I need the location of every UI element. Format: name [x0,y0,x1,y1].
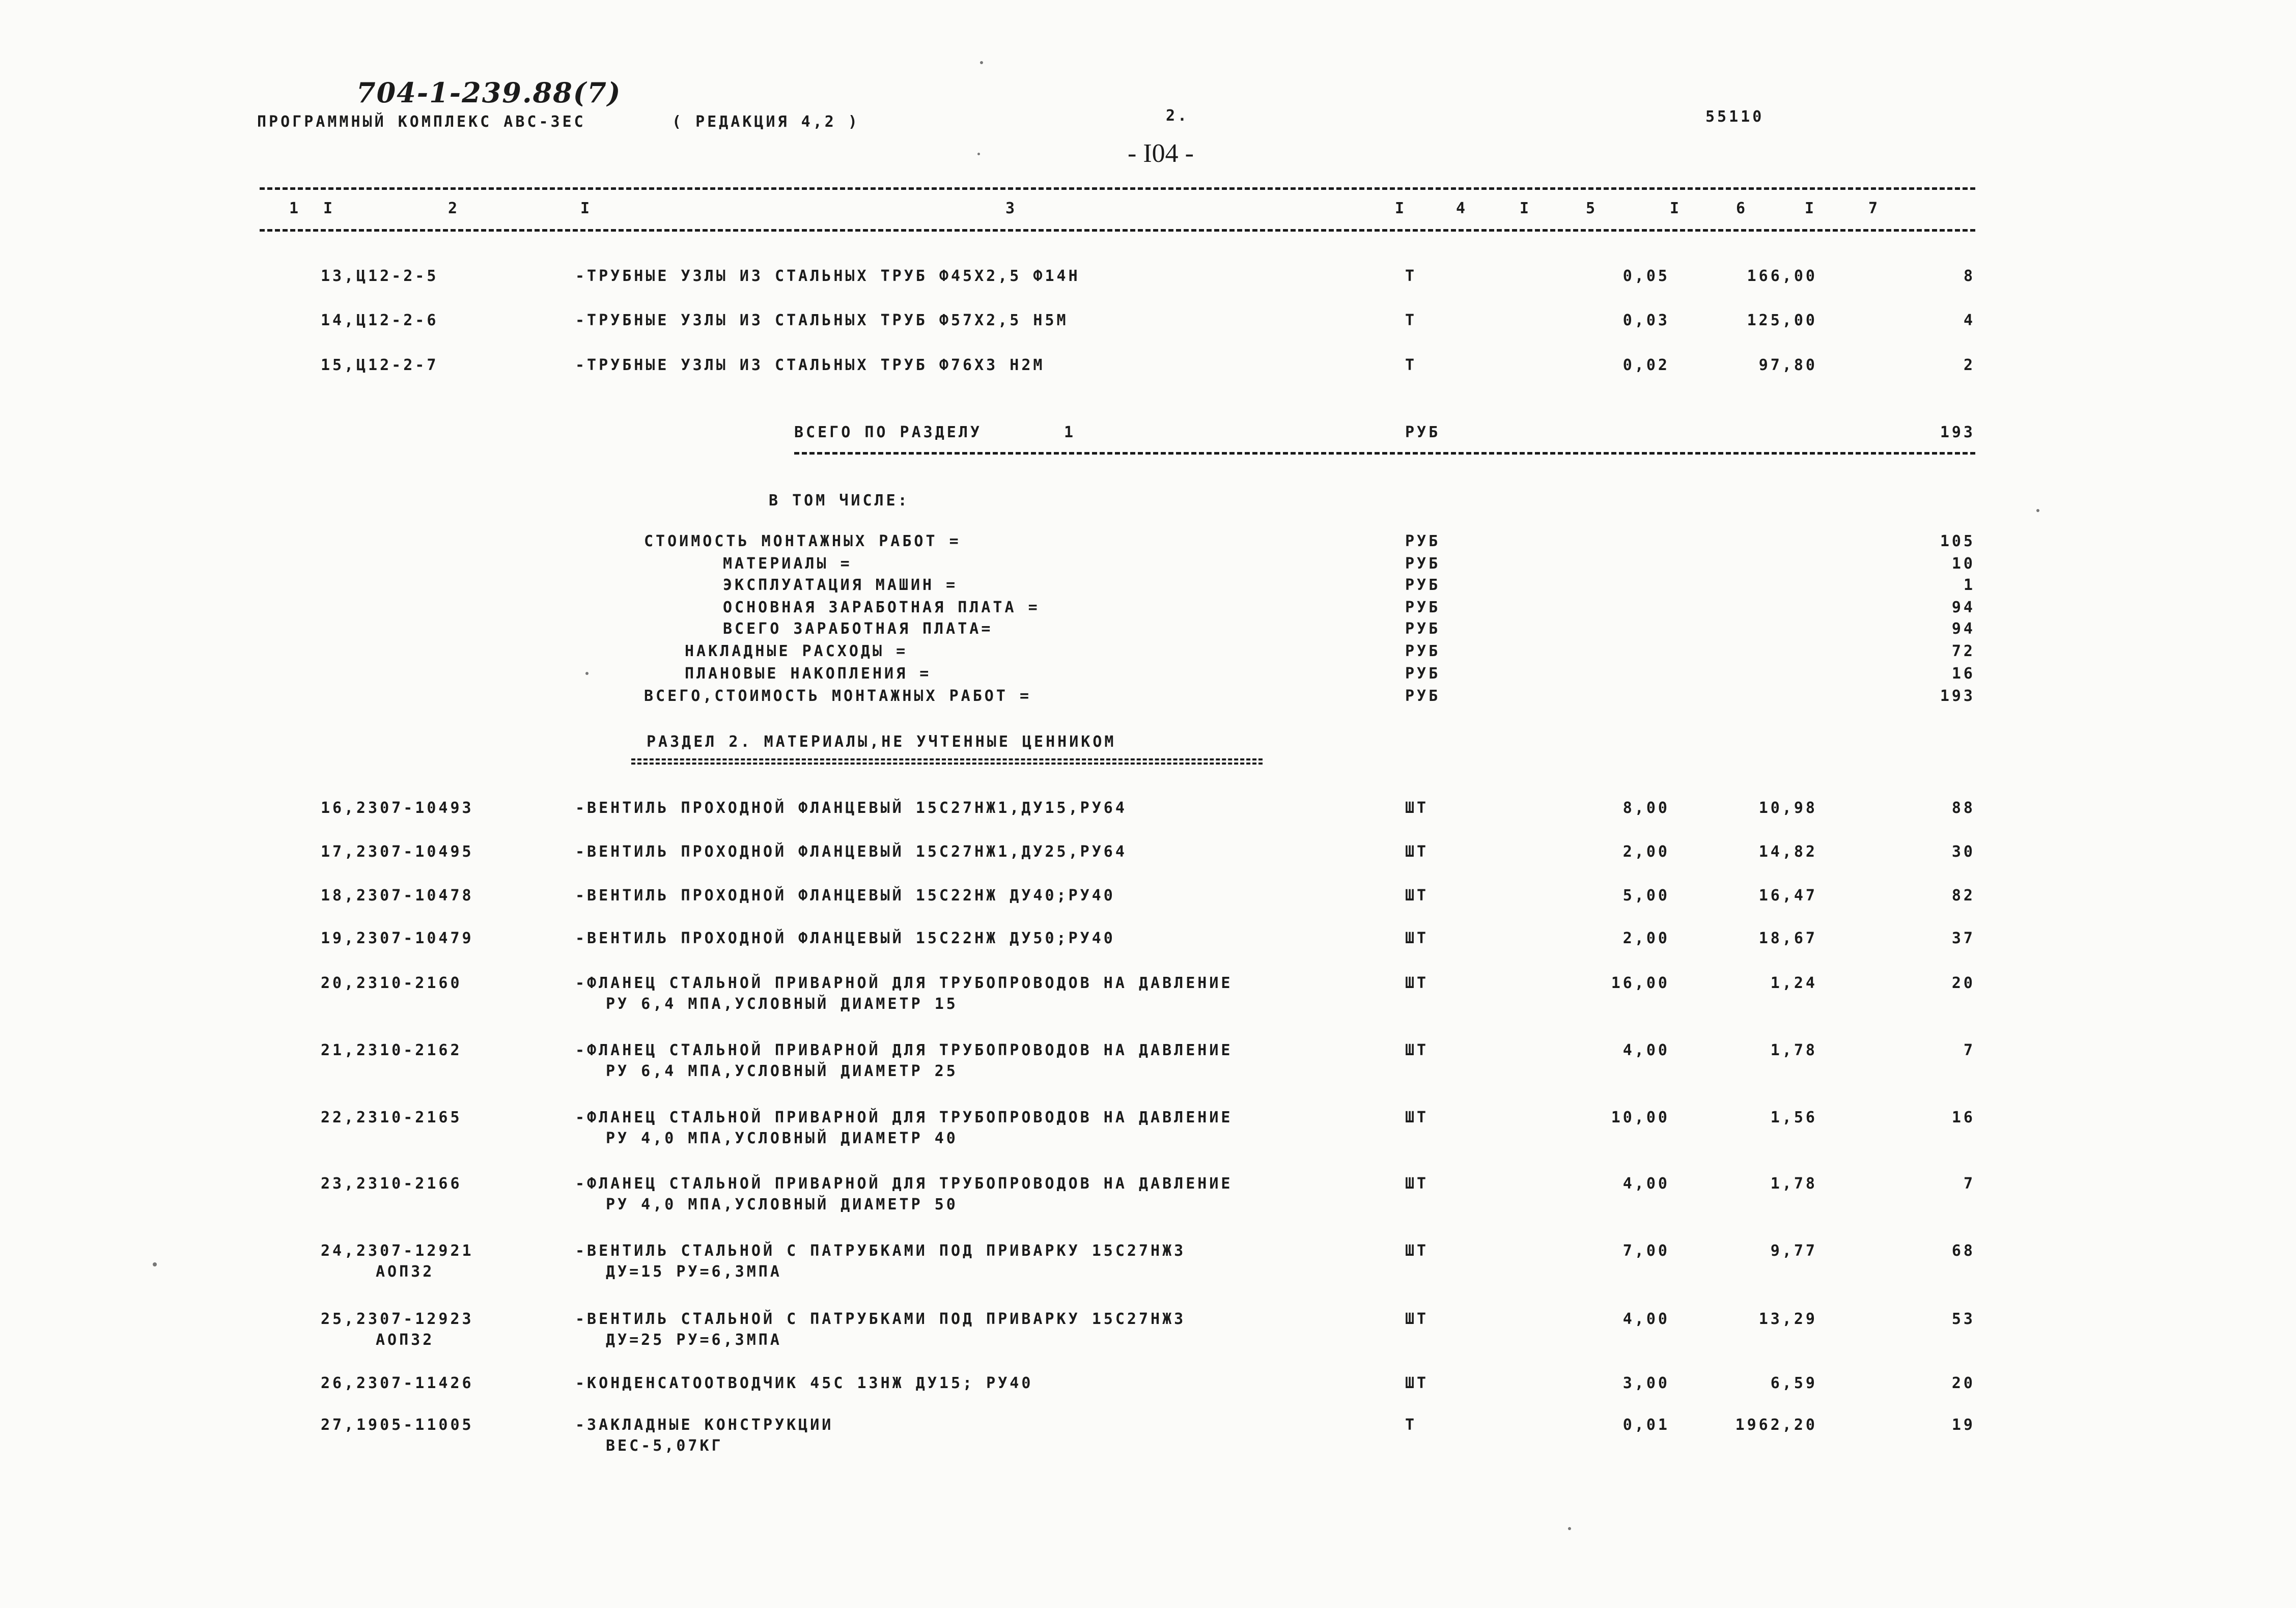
row-quantity: 0,02 [1622,356,1670,374]
column-sep: I [580,200,593,217]
row-total: 30 [1951,843,1975,861]
row-price: 18,67 [1758,929,1817,947]
row-total: 68 [1951,1242,1975,1260]
row-number: 13, [321,267,356,285]
row-unit: ШТ [1405,1374,1429,1392]
row-total: 88 [1951,799,1975,817]
row-quantity: 4,00 [1622,1041,1670,1059]
row-price: 125,00 [1747,312,1817,329]
row-quantity: 8,00 [1622,799,1670,817]
row-number: 26, [321,1374,356,1392]
breakdown-unit: РУБ [1405,532,1441,550]
row-code: 2307-12923 АОП32 [356,1310,474,1349]
doc-code: 704-1-239.88(7) [356,76,622,109]
row-number: 16, [321,799,356,817]
row-unit: Т [1405,267,1417,285]
section-total-unit: РУБ [1405,424,1441,441]
row-number: 20, [321,974,356,992]
breakdown-value: 16 [1951,665,1975,683]
row-code: 2310-2162 [356,1041,462,1059]
breakdown-value: 193 [1940,687,1975,705]
row-code: 2307-10479 [356,929,474,947]
row-price: 16,47 [1758,887,1817,905]
row-unit: ШТ [1405,1310,1429,1328]
row-total: 20 [1951,1374,1975,1392]
row-description: -ФЛАНЕЦ СТАЛЬНОЙ ПРИВАРНОЙ ДЛЯ ТРУБОПРОВОДОВ НА ДАВЛЕНИЕ РУ 6,4 МПА,УСЛОВНЫЙ ДИАМЕТР 15 [575,974,1233,1013]
row-price: 97,80 [1758,356,1817,374]
column-sep: I [323,200,335,217]
row-code: Ц12-2-7 [356,356,439,374]
breakdown-value: 10 [1951,555,1975,573]
breakdown-unit: РУБ [1405,642,1441,660]
column-4: 4 [1456,200,1468,217]
row-quantity: 7,00 [1622,1242,1670,1260]
row-number: 19, [321,929,356,947]
breakdown-unit: РУБ [1405,576,1441,594]
scan-speck [153,1262,157,1266]
row-unit: ШТ [1405,929,1429,947]
row-description: -ТРУБНЫЕ УЗЛЫ ИЗ СТАЛЬНЫХ ТРУБ Ф57Х2,5 Н5М [575,312,1069,329]
row-price: 14,82 [1758,843,1817,861]
breakdown-unit: РУБ [1405,665,1441,683]
row-description: -ВЕНТИЛЬ СТАЛЬНОЙ С ПАТРУБКАМИ ПОД ПРИВАРКУ 15С27НЖ3 ДУ=25 РУ=6,3МПА [575,1310,1186,1349]
row-number: 27, [321,1416,356,1434]
row-price: 10,98 [1758,799,1817,817]
column-sep: I [1805,200,1817,217]
row-number: 21, [321,1041,356,1059]
breakdown-label: ЭКСПЛУАТАЦИЯ МАШИН = [723,576,958,594]
row-price: 1,24 [1770,974,1817,992]
breakdown-unit: РУБ [1405,620,1441,638]
row-quantity: 0,05 [1622,267,1670,285]
row-code: 2310-2166 [356,1175,462,1193]
row-unit: ШТ [1405,1041,1429,1059]
row-description: -ЗАКЛАДНЫЕ КОНСТРУКЦИИ ВЕС-5,07КГ [575,1416,834,1455]
header-rule-bottom [260,229,1975,232]
row-price: 9,77 [1770,1242,1817,1260]
section-total-number: 1 [1064,424,1076,441]
section2-title: РАЗДЕЛ 2. МАТЕРИАЛЫ,НЕ УЧТЕННЫЕ ЦЕННИКОМ [647,733,1116,751]
row-quantity: 3,00 [1622,1374,1670,1392]
column-sep: I [1395,200,1407,217]
column-6: 6 [1736,200,1748,217]
row-number: 15, [321,356,356,374]
row-total: 8 [1963,267,1975,285]
row-total: 4 [1963,312,1975,329]
row-price: 13,29 [1758,1310,1817,1328]
breakdown-label: СТОИМОСТЬ МОНТАЖНЫХ РАБОТ = [644,532,961,550]
section-total-rule [794,452,1975,455]
breakdown-value: 94 [1951,620,1975,638]
row-code: 2307-10493 [356,799,474,817]
row-total: 7 [1963,1175,1975,1193]
scan-speck [977,153,980,155]
row-description: -КОНДЕНСАТООТВОДЧИК 45С 13НЖ ДУ15; РУ40 [575,1374,1033,1392]
section-total-label: ВСЕГО ПО РАЗДЕЛУ [794,424,982,441]
row-unit: ШТ [1405,1109,1429,1126]
section-total-value: 193 [1940,424,1975,441]
section2-title-underline [631,758,1263,765]
row-number: 17, [321,843,356,861]
row-total: 7 [1963,1041,1975,1059]
page-number: - I04 - [1128,139,1194,168]
column-1: 1 [289,200,301,217]
row-price: 166,00 [1747,267,1817,285]
row-unit: ШТ [1405,799,1429,817]
row-unit: Т [1405,356,1417,374]
row-total: 53 [1951,1310,1975,1328]
program-edition: ( РЕДАКЦИЯ 4,2 ) [672,113,860,131]
row-quantity: 16,00 [1611,974,1670,992]
row-number: 23, [321,1175,356,1193]
row-price: 1,78 [1770,1175,1817,1193]
breakdown-label: ПЛАНОВЫЕ НАКОПЛЕНИЯ = [685,665,932,683]
row-total: 19 [1951,1416,1975,1434]
scan-speck [1568,1527,1571,1530]
row-description: -ФЛАНЕЦ СТАЛЬНОЙ ПРИВАРНОЙ ДЛЯ ТРУБОПРОВОДОВ НА ДАВЛЕНИЕ РУ 4,0 МПА,УСЛОВНЫЙ ДИАМЕТР 40 [575,1109,1233,1147]
row-code: 2307-10495 [356,843,474,861]
row-code: 2310-2165 [356,1109,462,1126]
row-code: 1905-11005 [356,1416,474,1434]
sheet-number: 2. [1166,107,1190,125]
breakdown-value: 72 [1951,642,1975,660]
column-3: 3 [1005,200,1018,217]
row-code: Ц12-2-6 [356,312,439,329]
row-price: 1,78 [1770,1041,1817,1059]
row-quantity: 4,00 [1622,1175,1670,1193]
row-total: 37 [1951,929,1975,947]
row-number: 22, [321,1109,356,1126]
breakdown-label: ВСЕГО ЗАРАБОТНАЯ ПЛАТА= [723,620,993,638]
row-price: 6,59 [1770,1374,1817,1392]
row-total: 16 [1951,1109,1975,1126]
row-quantity: 4,00 [1622,1310,1670,1328]
breakdown-value: 94 [1951,599,1975,616]
row-number: 24, [321,1242,356,1260]
breakdown-unit: РУБ [1405,599,1441,616]
breakdown-label: НАКЛАДНЫЕ РАСХОДЫ = [685,642,908,660]
row-description: -ВЕНТИЛЬ СТАЛЬНОЙ С ПАТРУБКАМИ ПОД ПРИВАРКУ 15С27НЖ3 ДУ=15 РУ=6,3МПА [575,1242,1186,1281]
row-unit: Т [1405,312,1417,329]
row-number: 25, [321,1310,356,1328]
column-7: 7 [1868,200,1881,217]
row-quantity: 0,01 [1622,1416,1670,1434]
breakdown-unit: РУБ [1405,555,1441,573]
breakdown-unit: РУБ [1405,687,1441,705]
row-quantity: 5,00 [1622,887,1670,905]
row-number: 14, [321,312,356,329]
including-label: В ТОМ ЧИСЛЕ: [769,492,910,510]
scan-speck [980,61,983,64]
row-unit: ШТ [1405,887,1429,905]
row-price: 1962,20 [1735,1416,1817,1434]
scan-speck [2036,509,2039,512]
row-description: -ТРУБНЫЕ УЗЛЫ ИЗ СТАЛЬНЫХ ТРУБ Ф45Х2,5 Ф14Н [575,267,1080,285]
row-description: -ФЛАНЕЦ СТАЛЬНОЙ ПРИВАРНОЙ ДЛЯ ТРУБОПРОВОДОВ НА ДАВЛЕНИЕ РУ 4,0 МПА,УСЛОВНЫЙ ДИАМЕТР 50 [575,1175,1233,1214]
document-number: 55110 [1705,108,1765,126]
row-description: -ВЕНТИЛЬ ПРОХОДНОЙ ФЛАНЦЕВЫЙ 15С27НЖ1,ДУ25,РУ64 [575,843,1127,861]
column-5: 5 [1586,200,1598,217]
row-code: 2307-11426 [356,1374,474,1392]
row-description: -ВЕНТИЛЬ ПРОХОДНОЙ ФЛАНЦЕВЫЙ 15С22НЖ ДУ50;РУ40 [575,929,1115,947]
row-unit: ШТ [1405,843,1429,861]
scan-speck [585,672,589,675]
row-code: 2310-2160 [356,974,462,992]
row-total: 20 [1951,974,1975,992]
row-unit: ШТ [1405,974,1429,992]
row-description: -ТРУБНЫЕ УЗЛЫ ИЗ СТАЛЬНЫХ ТРУБ Ф76Х3 Н2М [575,356,1045,374]
breakdown-label: ВСЕГО,СТОИМОСТЬ МОНТАЖНЫХ РАБОТ = [644,687,1032,705]
row-price: 1,56 [1770,1109,1817,1126]
row-description: -ФЛАНЕЦ СТАЛЬНОЙ ПРИВАРНОЙ ДЛЯ ТРУБОПРОВОДОВ НА ДАВЛЕНИЕ РУ 6,4 МПА,УСЛОВНЫЙ ДИАМЕТР 25 [575,1041,1233,1080]
row-total: 2 [1963,356,1975,374]
breakdown-value: 105 [1940,532,1975,550]
row-quantity: 2,00 [1622,929,1670,947]
row-unit: ШТ [1405,1242,1429,1260]
column-sep: I [1520,200,1532,217]
row-unit: ШТ [1405,1175,1429,1193]
program-name: ПРОГРАММНЫЙ КОМПЛЕКС АВС-3ЕС [257,113,586,131]
row-total: 82 [1951,887,1975,905]
row-quantity: 2,00 [1622,843,1670,861]
row-description: -ВЕНТИЛЬ ПРОХОДНОЙ ФЛАНЦЕВЫЙ 15С22НЖ ДУ40;РУ40 [575,887,1115,905]
header-rule-top [260,187,1975,190]
column-2: 2 [448,200,460,217]
row-quantity: 0,03 [1622,312,1670,329]
row-code: Ц12-2-5 [356,267,439,285]
breakdown-label: ОСНОВНАЯ ЗАРАБОТНАЯ ПЛАТА = [723,599,1040,616]
row-quantity: 10,00 [1611,1109,1670,1126]
row-code: 2307-10478 [356,887,474,905]
row-description: -ВЕНТИЛЬ ПРОХОДНОЙ ФЛАНЦЕВЫЙ 15С27НЖ1,ДУ15,РУ64 [575,799,1127,817]
breakdown-label: МАТЕРИАЛЫ = [723,555,852,573]
row-number: 18, [321,887,356,905]
breakdown-value: 1 [1963,576,1975,594]
row-code: 2307-12921 АОП32 [356,1242,474,1281]
column-sep: I [1670,200,1682,217]
row-unit: Т [1405,1416,1417,1434]
